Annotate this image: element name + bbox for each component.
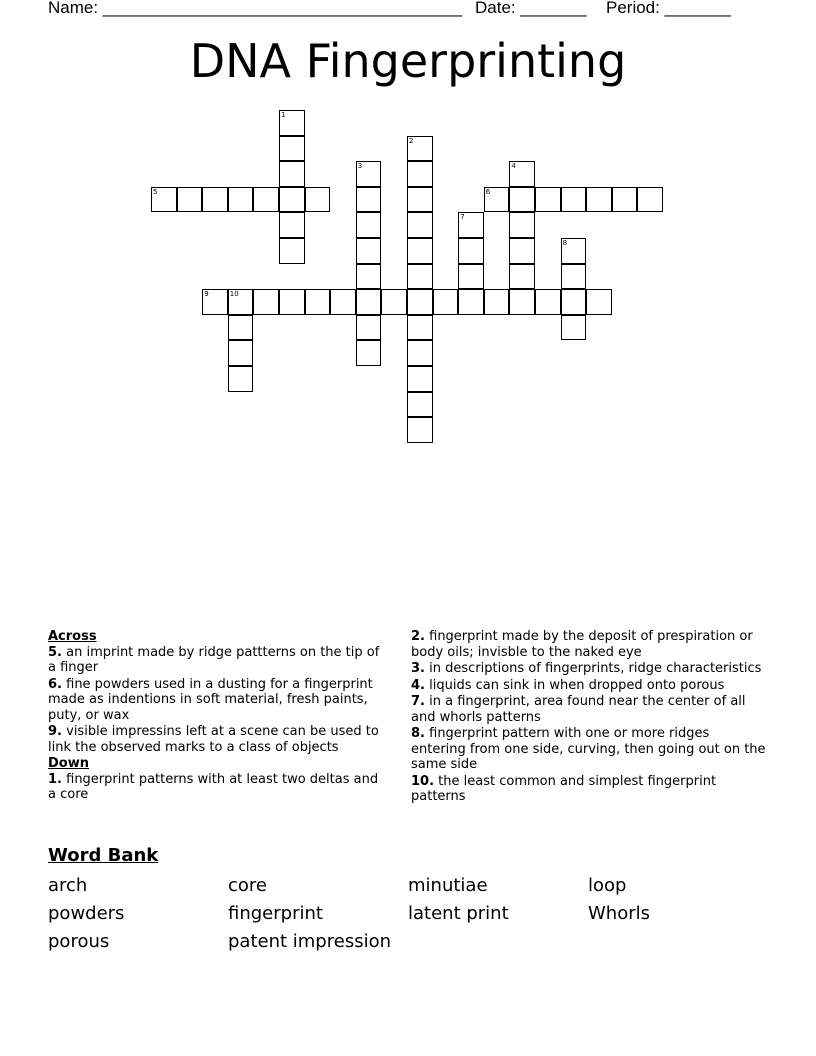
crossword-cell[interactable]: [228, 315, 254, 341]
crossword-cell[interactable]: [177, 187, 203, 213]
crossword-cell[interactable]: [356, 315, 382, 341]
crossword-cell[interactable]: [407, 161, 433, 187]
crossword-cell[interactable]: [509, 264, 535, 290]
word-bank-item: latent print: [408, 903, 509, 924]
clue-across-6: 6. fine powders used in a dusting for a fingerprint made as indentions in soft material, fresh paints, puty, or wax: [48, 676, 373, 723]
crossword-cell[interactable]: [253, 187, 279, 213]
clue-down-3: 3. in descriptions of fingerprints, ridge characteristics: [411, 661, 762, 676]
clues-left-column: [48, 629, 388, 804]
clue-down-1: 1. fingerprint patterns with at least two deltas and a core: [48, 771, 379, 802]
word-bank-item: core: [228, 875, 267, 896]
crossword-cell[interactable]: [356, 340, 382, 366]
word-bank-item: fingerprint: [228, 903, 323, 924]
clue-down-10: 10. the least common and simplest fingerprint patterns: [411, 773, 717, 804]
clues-section: [48, 629, 768, 829]
period-field[interactable]: Period: _______: [606, 0, 731, 17]
crossword-cell[interactable]: [381, 289, 407, 315]
clue-down-2: 2. fingerprint made by the deposit of prespiration or body oils; invisble to the naked eye: [411, 629, 753, 660]
across-heading: Across: [48, 629, 97, 644]
crossword-cell[interactable]: [407, 264, 433, 290]
crossword-cell[interactable]: [407, 366, 433, 392]
word-bank-item: minutiae: [408, 875, 488, 896]
date-field[interactable]: Date: _______: [475, 0, 587, 17]
crossword-cell[interactable]: [509, 187, 535, 213]
clue-across-5: 5. an imprint made by ridge pattterns on the tip of a finger: [48, 644, 380, 675]
crossword-cell[interactable]: [407, 340, 433, 366]
crossword-cell[interactable]: [202, 187, 228, 213]
clues-right-column: [411, 629, 768, 806]
crossword-cell[interactable]: [612, 187, 638, 213]
crossword-cell[interactable]: [407, 289, 433, 315]
cell-number: 7: [460, 213, 465, 222]
crossword-cell[interactable]: [561, 289, 587, 315]
clue-down-8: 8. fingerprint pattern with one or more ridges entering from one side, curving, then going out on the same side: [411, 726, 766, 772]
crossword-cell[interactable]: [228, 187, 254, 213]
crossword-cell[interactable]: [561, 238, 587, 264]
crossword-cell[interactable]: [561, 264, 587, 290]
crossword-cell[interactable]: [458, 289, 484, 315]
word-bank-item: patent impression: [228, 931, 391, 952]
crossword-cell[interactable]: [484, 187, 510, 213]
crossword-cell[interactable]: [279, 238, 305, 264]
word-bank-title: Word Bank: [48, 845, 159, 866]
clue-down-4: 4. liquids can sink in when dropped onto porous: [411, 677, 725, 693]
crossword-cell[interactable]: [407, 187, 433, 213]
crossword-cell[interactable]: [407, 212, 433, 238]
crossword-cell[interactable]: [561, 315, 587, 341]
crossword-cell[interactable]: [356, 264, 382, 290]
crossword-cell[interactable]: [305, 289, 331, 315]
clue-down-7: 7. in a fingerprint, area found near the center of all and whorls patterns: [411, 694, 746, 725]
crossword-cell[interactable]: [535, 289, 561, 315]
crossword-cell[interactable]: [228, 366, 254, 392]
crossword-cell[interactable]: [279, 187, 305, 213]
crossword-cell[interactable]: [356, 161, 382, 187]
crossword-cell[interactable]: [356, 187, 382, 213]
crossword-cell[interactable]: [458, 238, 484, 264]
cell-number: 4: [511, 162, 516, 171]
crossword-cell[interactable]: [356, 289, 382, 315]
crossword-cell[interactable]: [484, 289, 510, 315]
crossword-cell[interactable]: [279, 136, 305, 162]
crossword-cell[interactable]: [458, 212, 484, 238]
cell-number: 2: [409, 136, 414, 145]
crossword-cell[interactable]: [407, 417, 433, 443]
crossword-cell[interactable]: [407, 392, 433, 418]
word-bank-item: Whorls: [588, 903, 650, 924]
word-bank-item: porous: [48, 931, 110, 952]
crossword-cell[interactable]: [509, 289, 535, 315]
word-bank-item: arch: [48, 875, 88, 896]
cell-number: 5: [153, 187, 158, 196]
crossword-cell[interactable]: [433, 289, 459, 315]
crossword-cell[interactable]: [407, 315, 433, 341]
cell-number: 9: [204, 290, 209, 299]
crossword-cell[interactable]: [151, 187, 177, 213]
crossword-cell[interactable]: [279, 289, 305, 315]
crossword-cell[interactable]: [356, 238, 382, 264]
page-title: DNA Fingerprinting: [189, 34, 627, 88]
crossword-cell[interactable]: [561, 187, 587, 213]
crossword-cell[interactable]: [356, 212, 382, 238]
word-bank-item: powders: [48, 903, 125, 924]
crossword-cell[interactable]: [407, 136, 433, 162]
crossword-cell[interactable]: [279, 110, 305, 136]
crossword-cell[interactable]: [586, 187, 612, 213]
crossword-cell[interactable]: [228, 340, 254, 366]
crossword-cell[interactable]: [279, 212, 305, 238]
crossword-cell[interactable]: [637, 187, 663, 213]
name-field[interactable]: Name: ______________________________________: [48, 0, 463, 17]
cell-number: 10: [229, 290, 239, 299]
crossword-grid: [0, 0, 816, 430]
crossword-cell[interactable]: [330, 289, 356, 315]
crossword-cell[interactable]: [509, 238, 535, 264]
crossword-cell[interactable]: [509, 212, 535, 238]
crossword-cell[interactable]: [407, 238, 433, 264]
crossword-cell[interactable]: [279, 161, 305, 187]
down-heading: Down: [48, 756, 89, 771]
crossword-cell[interactable]: [228, 289, 254, 315]
crossword-cell[interactable]: [509, 161, 535, 187]
crossword-cell[interactable]: [535, 187, 561, 213]
crossword-cell[interactable]: [253, 289, 279, 315]
crossword-cell[interactable]: [305, 187, 331, 213]
crossword-cell[interactable]: [458, 264, 484, 290]
cell-number: 1: [281, 111, 286, 119]
cell-number: 3: [357, 162, 363, 171]
cell-number: 8: [562, 239, 568, 247]
crossword-cell[interactable]: [586, 289, 612, 315]
clue-across-9: 9. visible impressins left at a scene can be used to link the observed marks to a class of objects: [48, 724, 379, 755]
cell-number: 6: [485, 187, 491, 196]
word-bank-item: loop: [588, 875, 627, 896]
crossword-cell[interactable]: [202, 289, 228, 315]
